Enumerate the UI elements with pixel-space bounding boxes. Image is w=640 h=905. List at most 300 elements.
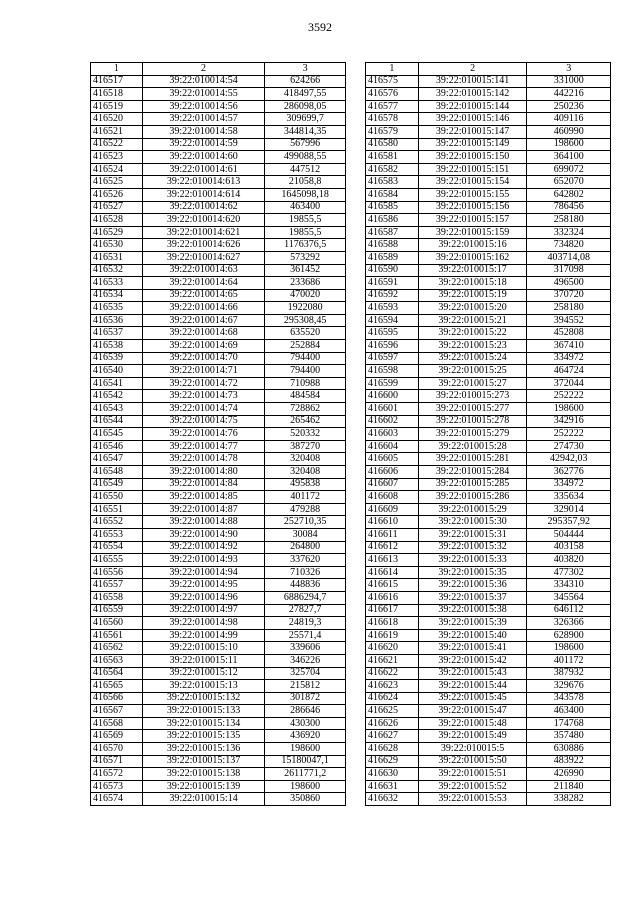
record-number-cell: 416549 [91,478,143,491]
table-row [91,629,346,642]
value-cell: 403714,08 [527,251,611,264]
value-cell: 463400 [527,705,611,718]
record-number-cell: 416538 [91,340,143,353]
record-number-cell: 416600 [366,390,419,403]
record-number-cell: 416576 [366,88,419,101]
cadastral-number-cell: 39:22:010014:78 [142,453,265,466]
record-number-cell: 416528 [91,214,143,227]
record-number-cell: 416615 [366,579,419,592]
table-row [366,705,611,718]
record-number-cell: 416620 [366,642,419,655]
value-cell: 198600 [265,780,346,793]
cadastral-number-cell: 39:22:010015:11 [142,654,265,667]
table-row [91,617,346,630]
table-row [91,692,346,705]
value-cell: 335634 [527,491,611,504]
cadastral-number-cell: 39:22:010015:136 [142,743,265,756]
value-cell: 361452 [265,264,346,277]
value-cell: 372044 [527,377,611,390]
record-number-cell: 416566 [91,692,143,705]
record-number-cell: 416541 [91,377,143,390]
value-cell: 198600 [527,403,611,416]
cadastral-number-cell: 39:22:010015:132 [142,692,265,705]
cadastral-number-cell: 39:22:010014:61 [142,163,265,176]
record-number-cell: 416523 [91,151,143,164]
table-row [366,743,611,756]
cadastral-number-cell: 39:22:010015:18 [418,277,527,290]
cadastral-number-cell: 39:22:010014:97 [142,604,265,617]
value-cell: 334972 [527,478,611,491]
value-cell: 252884 [265,340,346,353]
record-number-cell: 416575 [366,75,419,88]
value-cell: 325704 [265,667,346,680]
cadastral-number-cell: 39:22:010014:63 [142,264,265,277]
value-cell: 329676 [527,680,611,693]
value-cell: 24819,3 [265,617,346,630]
cadastral-number-cell: 39:22:010014:55 [142,88,265,101]
column-header-2: 2 [418,63,527,76]
value-cell: 387932 [527,667,611,680]
record-number-cell: 416594 [366,314,419,327]
record-number-cell: 416537 [91,327,143,340]
table-row [366,617,611,630]
table-row [366,390,611,403]
record-number-cell: 416599 [366,377,419,390]
table-row [366,251,611,264]
value-cell: 479288 [265,503,346,516]
table-row [91,579,346,592]
cadastral-number-cell: 39:22:010015:156 [418,201,527,214]
value-cell: 215812 [265,680,346,693]
value-cell: 447512 [265,163,346,176]
record-number-cell: 416561 [91,629,143,642]
record-number-cell: 416617 [366,604,419,617]
record-number-cell: 416598 [366,365,419,378]
cadastral-number-cell: 39:22:010015:42 [418,654,527,667]
cadastral-number-cell: 39:22:010014:627 [142,251,265,264]
value-cell: 346226 [265,654,346,667]
value-cell: 418497,55 [265,88,346,101]
table-row [366,491,611,504]
cadastral-number-cell: 39:22:010015:144 [418,100,527,113]
value-cell: 460990 [527,125,611,138]
cadastral-number-cell: 39:22:010014:614 [142,188,265,201]
record-number-cell: 416572 [91,768,143,781]
cadastral-number-cell: 39:22:010015:21 [418,314,527,327]
table-row [91,491,346,504]
value-cell: 442216 [527,88,611,101]
record-number-cell: 416601 [366,403,419,416]
value-cell: 295357,92 [527,516,611,529]
table-row [91,125,346,138]
value-cell: 495838 [265,478,346,491]
record-number-cell: 416574 [91,793,143,806]
table-row [366,566,611,579]
record-number-cell: 416604 [366,440,419,453]
cadastral-number-cell: 39:22:010015:43 [418,667,527,680]
value-cell: 274730 [527,440,611,453]
record-number-cell: 416592 [366,289,419,302]
table-row [91,705,346,718]
record-number-cell: 416602 [366,415,419,428]
value-cell: 295308,45 [265,314,346,327]
record-number-cell: 416555 [91,554,143,567]
value-cell: 403820 [527,554,611,567]
value-cell: 265462 [265,415,346,428]
table-row [91,390,346,403]
value-cell: 338282 [527,793,611,806]
table-row [366,428,611,441]
value-cell: 364100 [527,151,611,164]
table-row [366,730,611,743]
cadastral-number-cell: 39:22:010014:64 [142,277,265,290]
table-row [91,176,346,189]
cadastral-number-cell: 39:22:010015:36 [418,579,527,592]
value-cell: 320408 [265,453,346,466]
value-cell: 2611771,2 [265,768,346,781]
cadastral-number-cell: 39:22:010015:32 [418,541,527,554]
table-row [366,692,611,705]
table-row [91,453,346,466]
cadastral-number-cell: 39:22:010015:162 [418,251,527,264]
cadastral-number-cell: 39:22:010015:5 [418,743,527,756]
value-cell: 448836 [265,579,346,592]
table-row [366,415,611,428]
table-row [91,743,346,756]
cadastral-number-cell: 39:22:010014:75 [142,415,265,428]
value-cell: 21058,8 [265,176,346,189]
value-cell: 1176376,5 [265,239,346,252]
cadastral-number-cell: 39:22:010015:159 [418,226,527,239]
value-cell: 332324 [527,226,611,239]
table-row [91,793,346,806]
table-row [91,566,346,579]
cadastral-number-cell: 39:22:010015:286 [418,491,527,504]
cadastral-number-cell: 39:22:010014:621 [142,226,265,239]
cadastral-number-cell: 39:22:010015:47 [418,705,527,718]
value-cell: 19855,5 [265,226,346,239]
table-row [366,277,611,290]
value-cell: 628900 [527,629,611,642]
cadastral-number-cell: 39:22:010014:65 [142,289,265,302]
record-number-cell: 416540 [91,365,143,378]
record-number-cell: 416524 [91,163,143,176]
record-number-cell: 416626 [366,717,419,730]
record-number-cell: 416611 [366,528,419,541]
table-row [91,214,346,227]
table-row [366,176,611,189]
table-row [366,629,611,642]
cadastral-number-cell: 39:22:010014:93 [142,554,265,567]
record-number-cell: 416585 [366,201,419,214]
cadastral-number-cell: 39:22:010015:273 [418,390,527,403]
value-cell: 339606 [265,642,346,655]
record-number-cell: 416625 [366,705,419,718]
table-row [91,654,346,667]
table-row [366,780,611,793]
table-row [366,717,611,730]
table-row [91,717,346,730]
record-number-cell: 416605 [366,453,419,466]
record-number-cell: 416539 [91,352,143,365]
record-number-cell: 416556 [91,566,143,579]
value-cell: 642802 [527,188,611,201]
cadastral-number-cell: 39:22:010014:74 [142,403,265,416]
cadastral-number-cell: 39:22:010014:59 [142,138,265,151]
value-cell: 477302 [527,566,611,579]
record-number-cell: 416616 [366,591,419,604]
record-number-cell: 416622 [366,667,419,680]
cadastral-number-cell: 39:22:010015:51 [418,768,527,781]
left-table-body [91,63,346,806]
table-row [91,503,346,516]
value-cell: 211840 [527,780,611,793]
table-row [91,541,346,554]
cadastral-number-cell: 39:22:010014:66 [142,302,265,315]
cadastral-number-cell: 39:22:010014:94 [142,566,265,579]
value-cell: 317098 [527,264,611,277]
value-cell: 387270 [265,440,346,453]
cadastral-number-cell: 39:22:010014:60 [142,151,265,164]
table-row [91,667,346,680]
record-number-cell: 416608 [366,491,419,504]
table-row [366,478,611,491]
value-cell: 174768 [527,717,611,730]
table-row [366,214,611,227]
table-row [366,302,611,315]
page-number: 3592 [308,20,332,34]
record-number-cell: 416554 [91,541,143,554]
table-row [366,377,611,390]
value-cell: 198600 [527,642,611,655]
record-number-cell: 416548 [91,466,143,479]
value-cell: 370720 [527,289,611,302]
table-row [366,125,611,138]
table-row [91,755,346,768]
cadastral-number-cell: 39:22:010014:80 [142,466,265,479]
cadastral-number-cell: 39:22:010015:138 [142,768,265,781]
value-cell: 728862 [265,403,346,416]
cadastral-number-cell: 39:22:010014:76 [142,428,265,441]
table-row [91,88,346,101]
record-number-cell: 416606 [366,466,419,479]
value-cell: 483922 [527,755,611,768]
record-number-cell: 416597 [366,352,419,365]
table-row [91,604,346,617]
table-row [366,642,611,655]
record-number-cell: 416529 [91,226,143,239]
value-cell: 250236 [527,100,611,113]
value-cell: 520332 [265,428,346,441]
value-cell: 6886294,7 [265,591,346,604]
value-cell: 496500 [527,277,611,290]
cadastral-number-cell: 39:22:010014:73 [142,390,265,403]
value-cell: 430300 [265,717,346,730]
record-number-cell: 416583 [366,176,419,189]
value-cell: 436920 [265,730,346,743]
value-cell: 286646 [265,705,346,718]
cadastral-number-cell: 39:22:010015:135 [142,730,265,743]
table-row [91,528,346,541]
value-cell: 344814,35 [265,125,346,138]
value-cell: 794400 [265,365,346,378]
table-row [366,680,611,693]
value-cell: 567996 [265,138,346,151]
record-number-cell: 416544 [91,415,143,428]
table-row [91,226,346,239]
value-cell: 42942,03 [527,453,611,466]
record-number-cell: 416579 [366,125,419,138]
cadastral-number-cell: 39:22:010014:90 [142,528,265,541]
record-number-cell: 416564 [91,667,143,680]
record-number-cell: 416533 [91,277,143,290]
cadastral-number-cell: 39:22:010015:279 [418,428,527,441]
column-header-1: 1 [366,63,419,76]
table-row [91,768,346,781]
value-cell: 401172 [265,491,346,504]
cadastral-number-cell: 39:22:010015:17 [418,264,527,277]
record-number-cell: 416596 [366,340,419,353]
cadastral-number-cell: 39:22:010014:620 [142,214,265,227]
table-row [91,138,346,151]
value-cell: 320408 [265,466,346,479]
record-number-cell: 416568 [91,717,143,730]
value-cell: 331000 [527,75,611,88]
table-row [366,793,611,806]
cadastral-number-cell: 39:22:010014:92 [142,541,265,554]
table-row [366,403,611,416]
cadastral-number-cell: 39:22:010015:137 [142,755,265,768]
table-row [91,642,346,655]
value-cell: 286098,05 [265,100,346,113]
record-number-cell: 416578 [366,113,419,126]
value-cell: 464724 [527,365,611,378]
record-number-cell: 416624 [366,692,419,705]
table-row [366,554,611,567]
value-cell: 350860 [265,793,346,806]
record-number-cell: 416595 [366,327,419,340]
cadastral-number-cell: 39:22:010015:151 [418,163,527,176]
record-number-cell: 416591 [366,277,419,290]
table-row [366,604,611,617]
record-number-cell: 416562 [91,642,143,655]
record-number-cell: 416587 [366,226,419,239]
cadastral-number-cell: 39:22:010014:88 [142,516,265,529]
record-number-cell: 416631 [366,780,419,793]
record-number-cell: 416593 [366,302,419,315]
record-number-cell: 416571 [91,755,143,768]
cadastral-number-cell: 39:22:010014:84 [142,478,265,491]
table-row [91,188,346,201]
value-cell: 357480 [527,730,611,743]
cadastral-number-cell: 39:22:010015:12 [142,667,265,680]
cadastral-number-cell: 39:22:010015:146 [418,113,527,126]
record-number-cell: 416609 [366,503,419,516]
cadastral-number-cell: 39:22:010015:277 [418,403,527,416]
record-number-cell: 416612 [366,541,419,554]
cadastral-number-cell: 39:22:010015:35 [418,566,527,579]
value-cell: 710326 [265,566,346,579]
cadastral-number-cell: 39:22:010015:52 [418,780,527,793]
record-number-cell: 416535 [91,302,143,315]
cadastral-number-cell: 39:22:010015:141 [418,75,527,88]
cadastral-number-cell: 39:22:010015:155 [418,188,527,201]
cadastral-number-cell: 39:22:010014:98 [142,617,265,630]
table-row [91,428,346,441]
table-row [366,768,611,781]
value-cell: 499088,55 [265,151,346,164]
value-cell: 258180 [527,302,611,315]
value-cell: 624266 [265,75,346,88]
table-row [366,503,611,516]
table-row [366,528,611,541]
table-row [366,365,611,378]
value-cell: 646112 [527,604,611,617]
value-cell: 362776 [527,466,611,479]
cadastral-number-cell: 39:22:010014:85 [142,491,265,504]
record-number-cell: 416589 [366,251,419,264]
table-row [91,75,346,88]
table-row [91,352,346,365]
cadastral-number-cell: 39:22:010015:48 [418,717,527,730]
table-row [366,340,611,353]
record-number-cell: 416551 [91,503,143,516]
value-cell: 794400 [265,352,346,365]
right-table-body [366,63,611,806]
left-table-header-row [91,63,346,76]
cadastral-number-cell: 39:22:010015:29 [418,503,527,516]
table-row [366,289,611,302]
column-header-3: 3 [265,63,346,76]
record-number-cell: 416588 [366,239,419,252]
table-row [366,466,611,479]
cadastral-number-cell: 39:22:010014:54 [142,75,265,88]
cadastral-number-cell: 39:22:010014:96 [142,591,265,604]
record-number-cell: 416530 [91,239,143,252]
table-row [91,730,346,743]
table-row [366,314,611,327]
value-cell: 484584 [265,390,346,403]
table-row [91,314,346,327]
cadastral-number-cell: 39:22:010015:31 [418,528,527,541]
record-number-cell: 416613 [366,554,419,567]
cadastral-number-cell: 39:22:010015:50 [418,755,527,768]
value-cell: 470020 [265,289,346,302]
cadastral-number-cell: 39:22:010015:37 [418,591,527,604]
record-number-cell: 416521 [91,125,143,138]
cadastral-number-cell: 39:22:010014:58 [142,125,265,138]
record-number-cell: 416628 [366,743,419,756]
cadastral-number-cell: 39:22:010015:23 [418,340,527,353]
value-cell: 258180 [527,214,611,227]
cadastral-number-cell: 39:22:010015:134 [142,717,265,730]
cadastral-number-cell: 39:22:010015:139 [142,780,265,793]
right-table-header-row [366,63,611,76]
value-cell: 337620 [265,554,346,567]
value-cell: 786456 [527,201,611,214]
table-row [91,780,346,793]
cadastral-number-cell: 39:22:010015:150 [418,151,527,164]
record-number-cell: 416577 [366,100,419,113]
value-cell: 367410 [527,340,611,353]
table-row [366,100,611,113]
table-row [91,201,346,214]
cadastral-number-cell: 39:22:010015:39 [418,617,527,630]
record-number-cell: 416580 [366,138,419,151]
cadastral-number-cell: 39:22:010015:285 [418,478,527,491]
table-row [366,264,611,277]
cadastral-number-cell: 39:22:010015:28 [418,440,527,453]
